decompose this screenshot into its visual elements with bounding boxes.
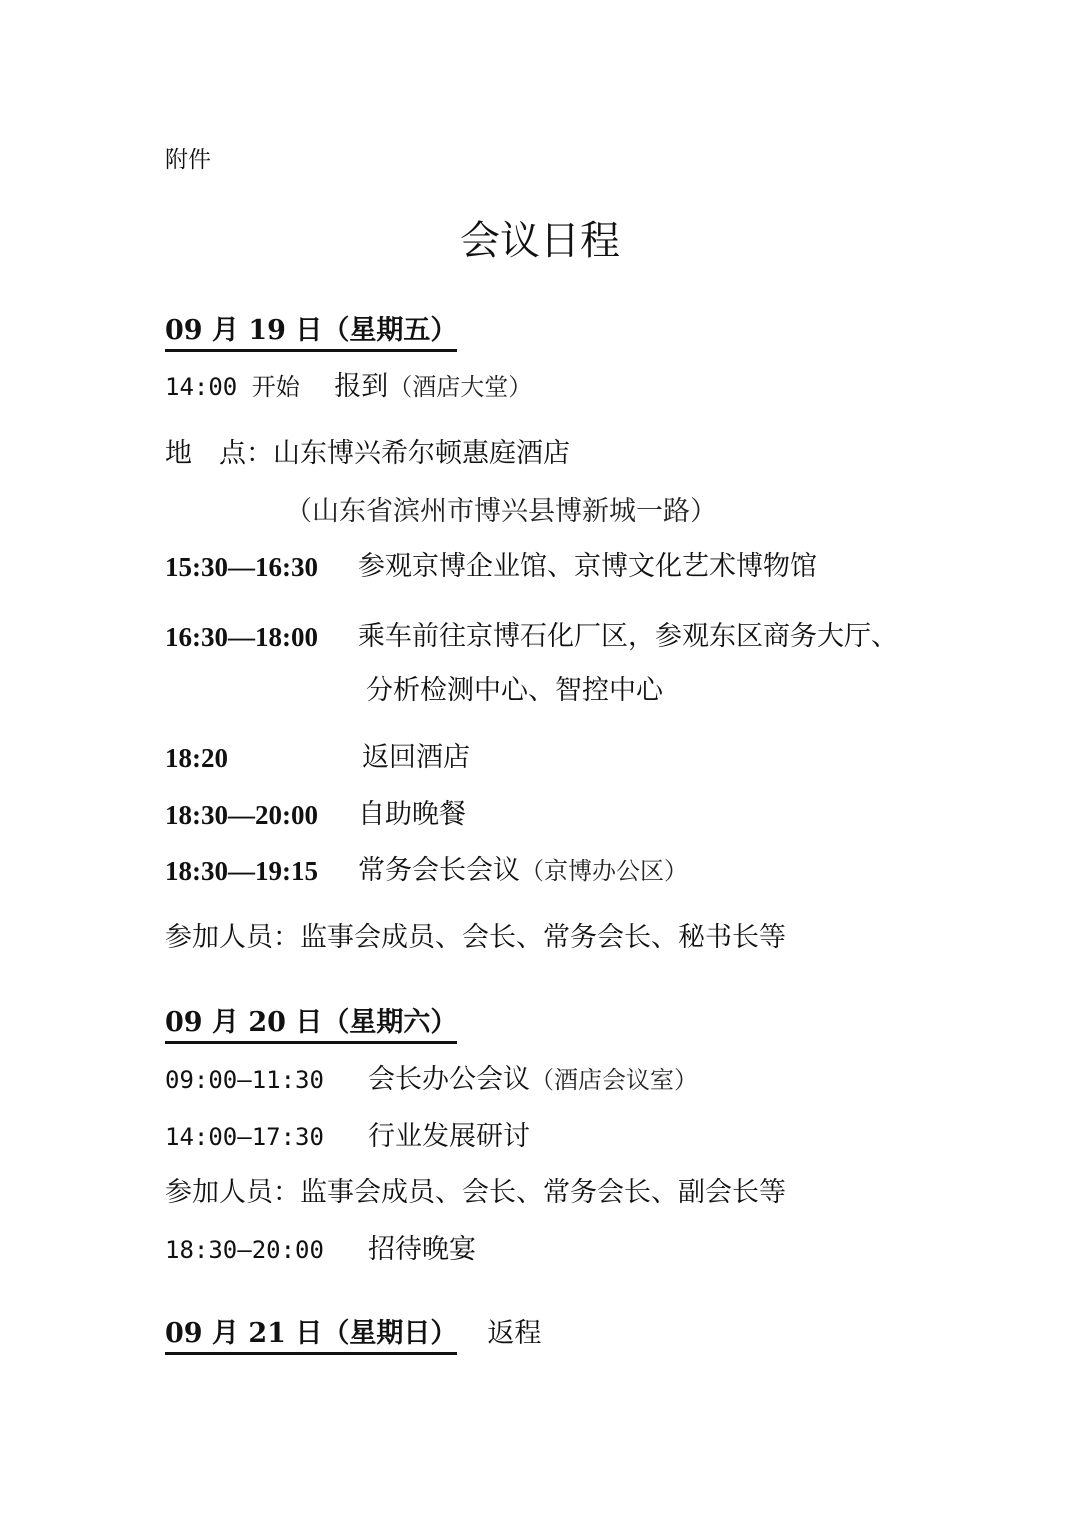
schedule-row xyxy=(165,1233,324,1267)
day2-heading-row xyxy=(165,1006,457,1044)
page-title: 会议日程 xyxy=(460,218,620,264)
day1-heading-row xyxy=(165,314,457,352)
checkin-desc: 报到 xyxy=(334,371,389,402)
item-desc-row xyxy=(368,1063,698,1097)
day2-heading: 09 月 20 日（星期六） xyxy=(165,1006,457,1044)
item-time: 14:00—17:30 xyxy=(165,1123,324,1151)
item-desc: 会长办公会议 xyxy=(368,1064,530,1095)
item-time: 16:30—18:00 xyxy=(165,622,318,652)
item-desc: 招待晚宴 xyxy=(368,1234,476,1265)
item-desc: 参观京博企业馆、京博文化艺术博物馆 xyxy=(358,551,817,582)
item-desc-row xyxy=(358,854,688,888)
venue-name: 山东博兴希尔顿惠庭酒店 xyxy=(273,438,570,469)
item-location: （酒店会议室） xyxy=(530,1066,698,1094)
item-desc: 行业发展研讨 xyxy=(368,1121,530,1152)
item-time: 18:20 xyxy=(165,743,228,773)
checkin-row xyxy=(165,370,532,404)
day3-heading: 09 月 21 日（星期日） xyxy=(165,1317,457,1355)
schedule-row xyxy=(165,550,318,585)
item-time: 09:00—11:30 xyxy=(165,1066,324,1094)
day2-participants: 参加人员：监事会成员、会长、常务会长、副会长等 xyxy=(165,1177,786,1208)
day3-suffix: 返程 xyxy=(487,1318,542,1349)
item-desc-continued: 分析检测中心、智控中心 xyxy=(366,675,663,706)
venue-address: （山东省滨州市博兴县博新城一路） xyxy=(285,496,717,527)
schedule-row xyxy=(165,1063,324,1097)
schedule-row xyxy=(165,620,318,655)
item-desc: 返回酒店 xyxy=(362,742,470,773)
item-desc: 常务会长会议 xyxy=(358,855,520,886)
schedule-row xyxy=(165,1120,324,1154)
item-desc: 自助晚餐 xyxy=(358,799,466,830)
checkin-time: 14:00 开始 xyxy=(165,373,300,401)
day1-heading: 09 月 19 日（星期五） xyxy=(165,314,457,352)
checkin-location: （酒店大堂） xyxy=(388,373,533,401)
attachment-label: 附件 xyxy=(165,147,211,173)
item-time: 18:30—20:00 xyxy=(165,800,318,830)
day3-heading-row xyxy=(165,1317,541,1355)
venue-label: 地 点： xyxy=(165,438,273,469)
venue-row xyxy=(165,437,570,471)
schedule-row xyxy=(165,798,318,833)
item-time: 15:30—16:30 xyxy=(165,552,318,582)
item-time: 18:30—20:00 xyxy=(165,1236,324,1264)
schedule-row xyxy=(165,741,228,776)
item-time: 18:30—19:15 xyxy=(165,856,318,886)
schedule-row xyxy=(165,854,318,889)
item-desc: 乘车前往京博石化厂区，参观东区商务大厅、 xyxy=(358,621,898,652)
item-location: （京博办公区） xyxy=(520,857,688,885)
day1-participants: 参加人员：监事会成员、会长、常务会长、秘书长等 xyxy=(165,922,786,953)
